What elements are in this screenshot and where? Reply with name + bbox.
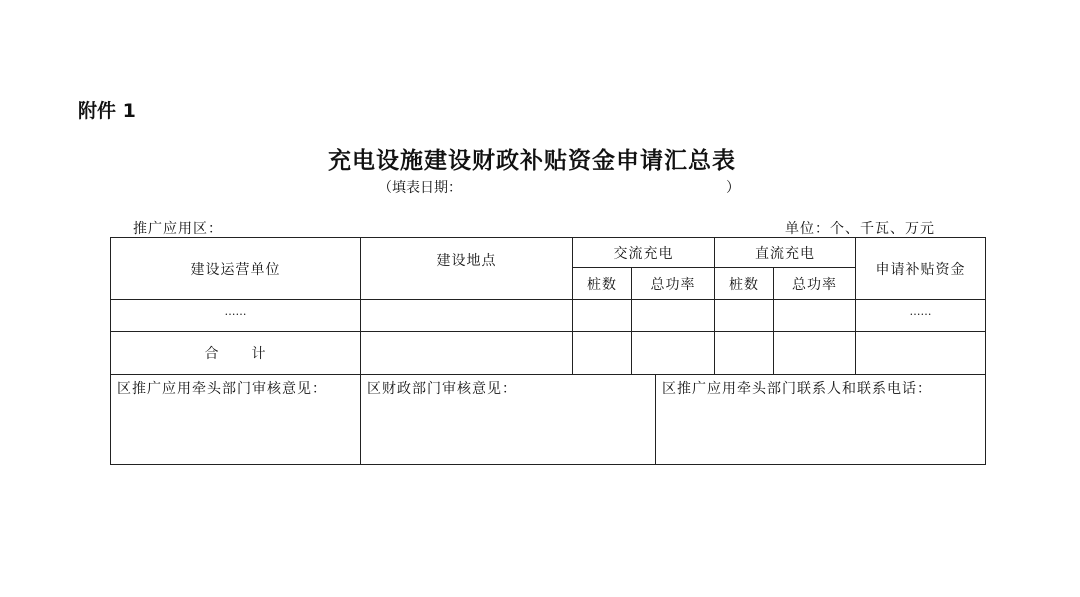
contact-info: 区推广应用牵头部门联系人和联系电话：	[656, 375, 986, 465]
placeholder-ellipsis: ……	[224, 304, 247, 318]
page-title: 充电设施建设财政补贴资金申请汇总表	[328, 147, 736, 174]
total-row	[111, 332, 986, 375]
opinion-table	[110, 374, 986, 465]
header-ac-power: 总功率	[632, 268, 715, 300]
fill-date-close: ）	[726, 180, 740, 196]
total-location	[361, 332, 573, 375]
table-row	[111, 300, 986, 332]
header-dc-charging: 直流充电	[715, 238, 856, 268]
total-dc-count	[715, 332, 774, 375]
cell-operator-placeholder	[111, 300, 361, 332]
finance-dept-opinion: 区财政部门审核意见：	[361, 375, 656, 465]
total-subsidy	[856, 332, 986, 375]
header-ac-charging: 交流充电	[573, 238, 715, 268]
placeholder-ellipsis: ……	[909, 304, 932, 318]
header-operator: 建设运营单位	[111, 238, 361, 300]
cell-ac-count	[573, 300, 632, 332]
attachment-label: 附件 1	[78, 100, 136, 122]
header-location: 建设地点	[361, 238, 573, 300]
header-dc-count: 桩数	[715, 268, 774, 300]
units-label: 单位：个、千瓦、万元	[785, 221, 935, 237]
cell-ac-power	[632, 300, 715, 332]
cell-subsidy-placeholder	[856, 300, 986, 332]
summary-table	[110, 237, 986, 375]
cell-dc-count	[715, 300, 774, 332]
header-ac-count: 桩数	[573, 268, 632, 300]
header-dc-power: 总功率	[774, 268, 856, 300]
total-ac-count	[573, 332, 632, 375]
total-label	[111, 332, 361, 375]
total-dc-power	[774, 332, 856, 375]
lead-dept-opinion: 区推广应用牵头部门审核意见：	[111, 375, 361, 465]
fill-date-line	[378, 177, 740, 197]
header-subsidy: 申请补贴资金	[856, 238, 986, 300]
header-row-1	[111, 238, 986, 268]
total-ac-power	[632, 332, 715, 375]
total-label-left: 合	[204, 346, 220, 362]
cell-dc-power	[774, 300, 856, 332]
fill-date-label: （填表日期：	[378, 180, 462, 196]
region-label: 推广应用区：	[133, 221, 223, 237]
cell-location	[361, 300, 573, 332]
total-label-right: 计	[251, 346, 267, 362]
